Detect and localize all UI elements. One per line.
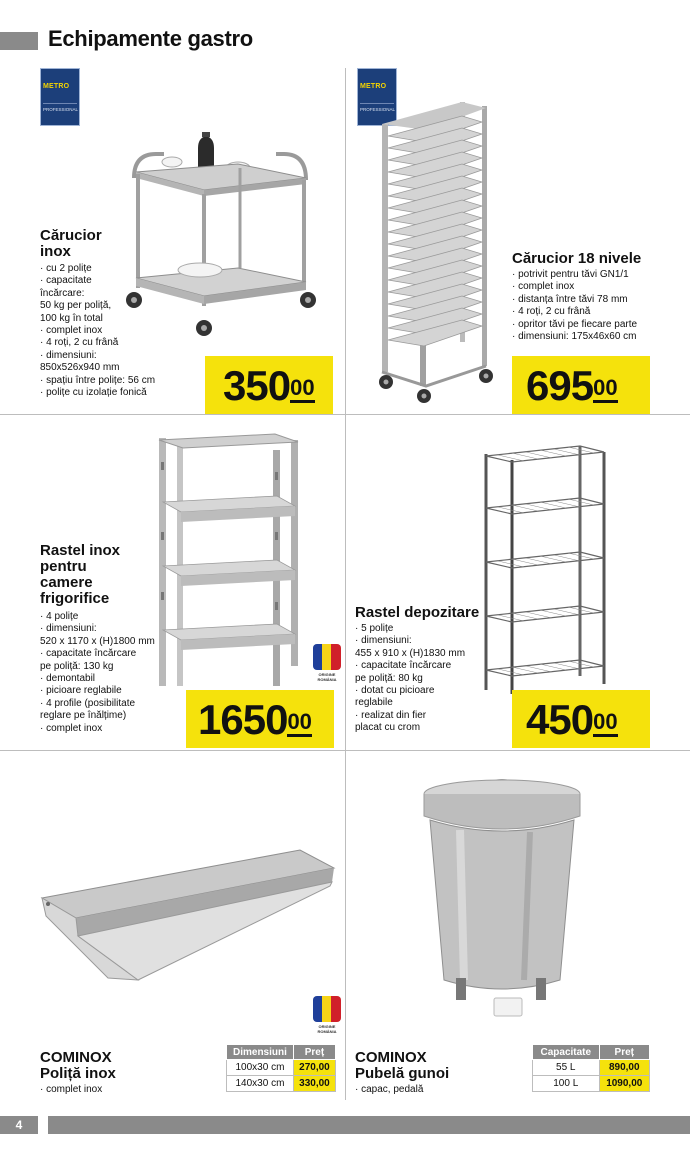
origin-text-line: ROMÂNIA [317, 677, 337, 682]
product-title [512, 251, 641, 267]
product-specs [355, 623, 465, 735]
flag-stripe [331, 996, 341, 1022]
grid-divider [345, 750, 346, 1100]
origin-text [311, 672, 343, 682]
price-table [226, 1044, 336, 1092]
product-specs [40, 1084, 102, 1096]
price-decimals: 00 [290, 375, 314, 403]
logo-text: METRO [43, 83, 70, 90]
column-header: Capacitate [533, 1045, 600, 1060]
price-cell: 1090,00 [599, 1076, 649, 1092]
page-number: 4 [0, 1116, 38, 1134]
spec-line: reglabile [355, 697, 393, 709]
spec-line: · 4 roți, 2 cu frână [40, 337, 119, 349]
spec-line: 50 kg per poliță, [40, 300, 112, 312]
flag-stripe [322, 644, 332, 670]
price-value [223, 362, 315, 409]
table-cell: 55 L [533, 1060, 600, 1076]
spec-line: · complet inox [40, 325, 103, 337]
table-row [227, 1076, 336, 1092]
price-value [198, 696, 312, 743]
price-table [532, 1044, 650, 1092]
price-value [526, 362, 618, 409]
flag-stripe [322, 996, 332, 1022]
logo-divider [43, 103, 77, 104]
spec-line: · 4 profile (posibilitate [40, 697, 136, 709]
price-decimals: 00 [287, 709, 311, 737]
stainless-shelf-rack-image [155, 432, 305, 694]
product-title-line: COMINOX [40, 1049, 112, 1066]
column-header: Dimensiuni [227, 1045, 294, 1060]
price-value [526, 696, 618, 743]
price-tag [512, 690, 650, 748]
column-header: Preț [293, 1045, 335, 1060]
spec-line: pe poliță: 130 kg [40, 660, 114, 672]
product-specs [355, 1084, 423, 1096]
product-title-line: inox [40, 243, 71, 260]
product-title [40, 1050, 116, 1082]
metro-professional-logo [40, 68, 80, 126]
origin-text [311, 1024, 343, 1034]
spec-line: · capacitate încărcare [40, 648, 137, 660]
spec-line: · dimensiuni: 175x46x60 cm [512, 331, 637, 343]
grid-divider [345, 68, 346, 414]
spec-line: · potrivit pentru tăvi GN1/1 [512, 269, 629, 280]
spec-line: placat cu crom [355, 722, 421, 734]
tray-rack-product-image [374, 96, 498, 406]
table-cell: 100 L [533, 1076, 600, 1092]
product-title-line: COMINOX [355, 1049, 427, 1066]
spec-line: · distanța între tăvi 78 mm [512, 293, 628, 305]
spec-line: · dotat cu picioare [355, 685, 435, 697]
product-title-line: Cărucior [40, 227, 102, 244]
logo-subtext: PROFESSIONAL [43, 107, 79, 112]
price-integer: 1650 [198, 696, 288, 743]
spec-line: · complet inox [40, 722, 103, 734]
header-accent-bar [0, 32, 38, 50]
origin-text-line: ORIGINE [318, 672, 336, 677]
logo-subtext: PROFESSIONAL [360, 107, 396, 112]
origin-romania-badge [313, 996, 341, 1036]
table-cell: 100x30 cm [227, 1060, 294, 1076]
price-tag [205, 356, 333, 414]
price-table-header [533, 1045, 650, 1060]
spec-line: · picioare reglabile [40, 685, 122, 697]
price-table-header [227, 1045, 336, 1060]
price-integer: 695 [526, 362, 594, 409]
price-cell: 890,00 [599, 1060, 649, 1076]
grid-divider [345, 414, 346, 750]
product-title-line: Rastel inox [40, 542, 121, 559]
spec-line: · realizat din fier [355, 709, 427, 721]
spec-line: · opritor tăvi pe fiecare parte [512, 318, 638, 330]
column-header: Preț [599, 1045, 649, 1060]
wall-shelf-product-image [38, 846, 338, 986]
footer-bar [48, 1116, 690, 1134]
spec-line: · 4 roți, 2 cu frână [512, 306, 591, 318]
spec-line: încărcare: [40, 287, 85, 299]
product-title-line: frigorifice [40, 590, 110, 607]
flag-stripe [313, 644, 323, 670]
spec-line: · capacitate [40, 275, 92, 287]
flag-stripe [313, 996, 323, 1022]
product-title-line: Poliță inox [40, 1065, 116, 1082]
table-cell: 140x30 cm [227, 1076, 294, 1092]
spec-line: · 5 polițe [355, 623, 394, 634]
logo-text: METRO [360, 83, 387, 90]
product-title [40, 543, 120, 607]
product-title-line: camere [40, 574, 93, 591]
product-specs [40, 611, 155, 735]
product-specs [512, 269, 637, 343]
page-title: Echipamente gastro [48, 26, 253, 51]
price-tag [186, 690, 334, 748]
price-decimals: 00 [593, 375, 617, 403]
pedal-bin-product-image [420, 772, 584, 1024]
origin-text-line: ORIGINE [318, 1024, 336, 1029]
price-cell: 330,00 [293, 1076, 335, 1092]
spec-line: 100 kg în total [40, 312, 103, 324]
product-title-line: Cărucior 18 nivele [512, 250, 642, 267]
spec-line: · complet inox [40, 1084, 103, 1095]
origin-romania-badge [313, 644, 341, 684]
spec-line: 455 x 910 x (H)1830 mm [355, 647, 466, 659]
product-title-line: Pubelă gunoi [355, 1065, 450, 1082]
flag-stripe [331, 644, 341, 670]
price-tag [512, 356, 650, 414]
table-row [533, 1076, 650, 1092]
spec-line: · capac, pedală [355, 1084, 424, 1095]
spec-line: · cu 2 polițe [40, 263, 92, 274]
table-row [227, 1060, 336, 1076]
product-title [40, 228, 102, 260]
product-title-line: Rastel depozitare [355, 604, 480, 621]
product-specs [40, 263, 155, 399]
price-cell: 270,00 [293, 1060, 335, 1076]
spec-line: · spațiu între polițe: 56 cm [40, 374, 156, 386]
spec-line: · dimensiuni: [40, 349, 97, 361]
spec-line: · polițe cu izolație fonică [40, 387, 147, 399]
spec-line: · 4 polițe [40, 611, 79, 622]
spec-line: pe poliță: 80 kg [355, 672, 423, 684]
romania-flag-icon [313, 996, 341, 1022]
spec-line: · capacitate încărcare [355, 660, 452, 672]
price-integer: 350 [223, 362, 291, 409]
spec-line: · dimensiuni: [355, 635, 412, 647]
product-title [355, 605, 479, 621]
spec-line: 850x526x940 mm [40, 362, 120, 374]
romania-flag-icon [313, 644, 341, 670]
wire-shelving-rack-image [480, 440, 610, 696]
price-decimals: 00 [593, 709, 617, 737]
spec-line: · demontabil [40, 673, 96, 685]
spec-line: · dimensiuni: [40, 623, 97, 635]
origin-text-line: ROMÂNIA [317, 1029, 337, 1034]
price-integer: 450 [526, 696, 594, 743]
product-title-line: pentru [40, 558, 87, 575]
spec-line: · complet inox [512, 281, 575, 293]
table-row [533, 1060, 650, 1076]
spec-line: reglare pe înălțime) [40, 710, 127, 722]
spec-line: 520 x 1170 x (H)1800 mm [40, 635, 155, 647]
product-title [355, 1050, 449, 1082]
